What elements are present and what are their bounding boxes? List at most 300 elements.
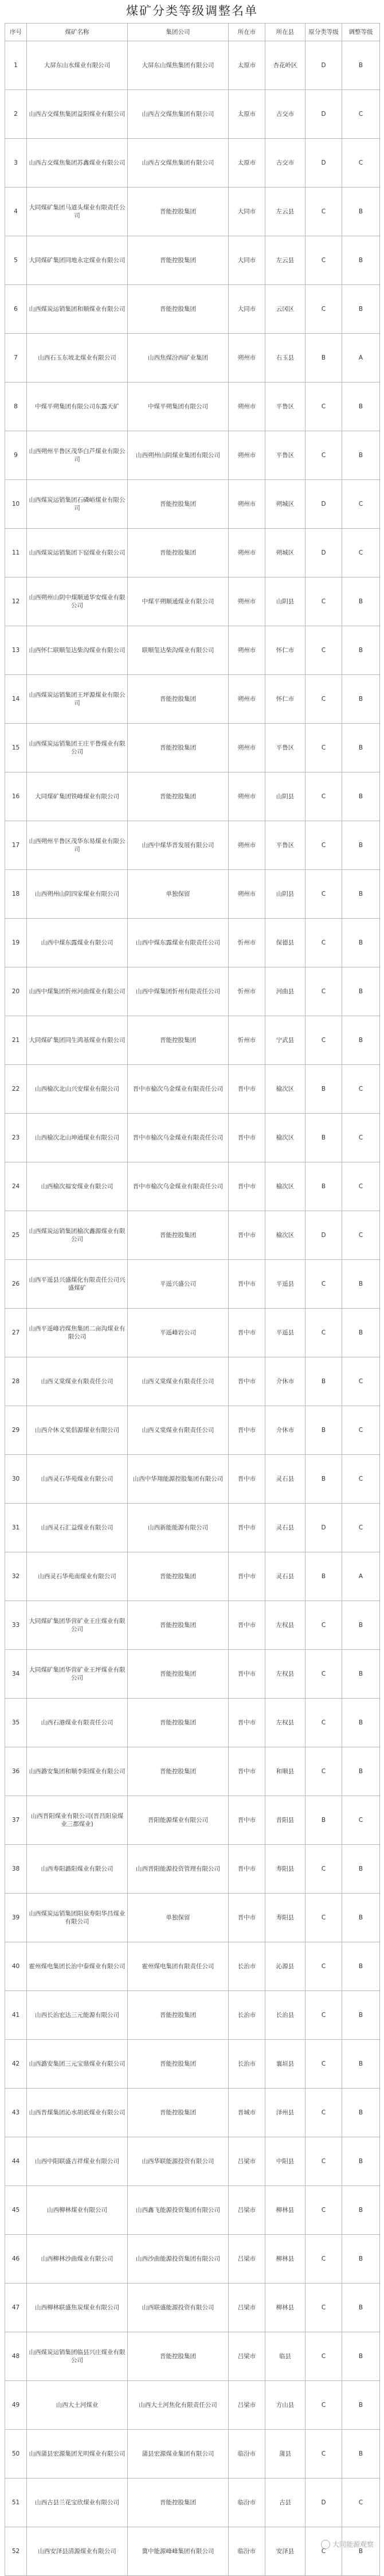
cell-mine-name: 山西长治宏达三元能源有限公司 — [27, 1991, 128, 2040]
cell-no: 9 — [5, 431, 27, 480]
cell-orig-level: C — [305, 236, 342, 285]
cell-orig-level: C — [305, 2235, 342, 2284]
cell-mine-name: 中煤平朔集团有限公司东露天矿 — [27, 383, 128, 431]
cell-orig-level: B — [305, 1065, 342, 1114]
cell-city: 忻州市 — [229, 1016, 265, 1065]
cell-city: 朔州市 — [229, 870, 265, 919]
cell-mine-name: 山西灵石华苑南煤业有限公司 — [27, 1552, 128, 1601]
cell-no: 45 — [5, 2186, 27, 2235]
cell-orig-level: C — [305, 2527, 342, 2576]
cell-no: 7 — [5, 334, 27, 383]
cell-mine-name: 大屏东山水煤业有限公司 — [27, 41, 128, 90]
cell-no: 33 — [5, 1601, 27, 1650]
cell-mine-name: 山西朔州平鲁区茂华白芦煤业有限公司 — [27, 431, 128, 480]
cell-city: 长治市 — [229, 1942, 265, 1991]
cell-county: 榆次区 — [265, 1162, 305, 1211]
cell-county: 平遥县 — [265, 1309, 305, 1357]
table-row — [5, 334, 380, 383]
cell-orig-level: D — [305, 529, 342, 577]
cell-no: 1 — [5, 41, 27, 90]
cell-mine-name: 山西榆次北山坤通煤业有限公司 — [27, 1114, 128, 1162]
cell-group: 晋阳能源煤业有限公司 — [128, 1796, 229, 1845]
cell-adj-level: B — [342, 236, 380, 285]
col-header-county: 所在县 — [265, 24, 305, 41]
cell-county: 杏花岭区 — [265, 41, 305, 90]
cell-orig-level: C — [305, 577, 342, 626]
table-row — [5, 1991, 380, 2040]
cell-no: 37 — [5, 1796, 27, 1845]
cell-county: 河曲县 — [265, 967, 305, 1016]
table-row — [5, 41, 380, 90]
cell-group: 晋能控股集团 — [128, 480, 229, 529]
cell-orig-level: C — [305, 2186, 342, 2235]
table-row — [5, 1309, 380, 1357]
cell-city: 晋中市 — [229, 1552, 265, 1601]
cell-county: 平遥县 — [265, 1260, 305, 1309]
cell-adj-level: B — [342, 2137, 380, 2186]
cell-orig-level: C — [305, 675, 342, 724]
cell-no: 14 — [5, 675, 27, 724]
cell-county: 古交市 — [265, 90, 305, 139]
cell-orig-level: C — [305, 1650, 342, 1699]
cell-orig-level: C — [305, 2381, 342, 2430]
cell-adj-level: C — [342, 1455, 380, 1504]
cell-mine-name: 山西灵石华苑煤业有限公司 — [27, 1455, 128, 1504]
cell-adj-level: B — [342, 2381, 380, 2430]
cell-city: 晋城市 — [229, 2089, 265, 2137]
cell-mine-name: 大同煤矿集团华营矿业王坪煤业有限公司 — [27, 1650, 128, 1699]
cell-county: 平鲁区 — [265, 821, 305, 870]
cell-orig-level: C — [305, 2137, 342, 2186]
cell-adj-level: B — [342, 188, 380, 236]
table-row — [5, 1065, 380, 1114]
cell-mine-name: 山西古交煤焦集团苏鑫煤业有限公司 — [27, 139, 128, 188]
cell-mine-name: 山西中阳联盛吉祥煤业有限公司 — [27, 2137, 128, 2186]
cell-county: 临县 — [265, 2332, 305, 2381]
table-row — [5, 1650, 380, 1699]
cell-group: 晋能控股集团 — [128, 724, 229, 772]
cell-county: 山阴县 — [265, 577, 305, 626]
table-row — [5, 626, 380, 675]
cell-orig-level: C — [305, 2332, 342, 2381]
cell-no: 21 — [5, 1016, 27, 1065]
cell-orig-level: B — [305, 1357, 342, 1406]
table-row — [5, 1601, 380, 1650]
cell-group: 蒲县宏源煤业集团有限公司 — [128, 2430, 229, 2479]
cell-city: 临汾市 — [229, 2479, 265, 2527]
table-row — [5, 2430, 380, 2479]
cell-mine-name: 大同煤矿集团铁峰煤业有限公司 — [27, 772, 128, 821]
table-row — [5, 236, 380, 285]
table-row — [5, 1114, 380, 1162]
cell-mine-name: 山西灵石汇益煤业有限公司 — [27, 1504, 128, 1552]
cell-no: 47 — [5, 2284, 27, 2332]
cell-no: 39 — [5, 1894, 27, 1942]
cell-no: 4 — [5, 188, 27, 236]
cell-adj-level: B — [342, 285, 380, 334]
watermark-text: 大同能源观察 — [332, 2540, 374, 2548]
cell-orig-level: D — [305, 1211, 342, 1260]
cell-county: 山阴县 — [265, 772, 305, 821]
cell-no: 25 — [5, 1211, 27, 1260]
cell-mine-name: 霍州煤电集团长治中泰煤业有限公司 — [27, 1942, 128, 1991]
cell-orig-level: C — [305, 2284, 342, 2332]
cell-group: 山西义棠煤业有限责任公司 — [128, 1357, 229, 1406]
cell-city: 朔州市 — [229, 626, 265, 675]
cell-city: 晋中市 — [229, 1796, 265, 1845]
cell-county: 左权县 — [265, 1650, 305, 1699]
cell-no: 36 — [5, 1747, 27, 1796]
cell-adj-level: C — [342, 1406, 380, 1455]
table-row — [5, 675, 380, 724]
cell-no: 40 — [5, 1942, 27, 1991]
cell-no: 42 — [5, 2040, 27, 2089]
cell-adj-level: C — [342, 529, 380, 577]
cell-adj-level: C — [342, 2479, 380, 2527]
cell-orig-level: D — [305, 480, 342, 529]
table-row — [5, 1162, 380, 1211]
cell-county: 柳林县 — [265, 2235, 305, 2284]
cell-orig-level: C — [305, 2430, 342, 2479]
cell-adj-level: B — [342, 1991, 380, 2040]
cell-adj-level: B — [342, 1894, 380, 1942]
cell-mine-name: 大同煤矿集团华营矿业王庄煤业有限公司 — [27, 1601, 128, 1650]
cell-city: 朔州市 — [229, 431, 265, 480]
cell-city: 吕梁市 — [229, 2284, 265, 2332]
cell-no: 5 — [5, 236, 27, 285]
cell-group: 山西联盛能源投资有限公司 — [128, 2284, 229, 2332]
cell-orig-level: C — [305, 870, 342, 919]
cell-orig-level: B — [305, 1406, 342, 1455]
cell-city: 朔州市 — [229, 334, 265, 383]
cell-orig-level: C — [305, 2089, 342, 2137]
cell-adj-level: C — [342, 90, 380, 139]
cell-no: 30 — [5, 1455, 27, 1504]
cell-adj-level: C — [342, 480, 380, 529]
cell-city: 朔州市 — [229, 772, 265, 821]
cell-mine-name: 山西朔州平鲁区茂华东易煤业有限公司 — [27, 821, 128, 870]
cell-county: 长治县 — [265, 1991, 305, 2040]
cell-mine-name: 山西煤炭运销集团榆次鑫源煤业有限公司 — [27, 1211, 128, 1260]
cell-group: 山西晋阳能源投资管理有限公司 — [128, 1845, 229, 1894]
table-row — [5, 2284, 380, 2332]
cell-adj-level: B — [342, 772, 380, 821]
cell-group: 中煤平朔顺通煤业有限公司 — [128, 577, 229, 626]
cell-city: 朔州市 — [229, 529, 265, 577]
cell-group: 晋能控股集团 — [128, 1552, 229, 1601]
cell-orig-level: C — [305, 919, 342, 967]
cell-mine-name: 山西蒲县宏源集团光明煤业有限公司 — [27, 2430, 128, 2479]
cell-adj-level: B — [342, 1747, 380, 1796]
cell-city: 临汾市 — [229, 2527, 265, 2576]
cell-no: 44 — [5, 2137, 27, 2186]
table-row — [5, 2186, 380, 2235]
cell-adj-level: B — [342, 2332, 380, 2381]
cell-mine-name: 山西晋阳煤业有限公司(晋昌阳泉煤业三都煤业) — [27, 1796, 128, 1845]
cell-no: 8 — [5, 383, 27, 431]
cell-group: 晋能控股集团 — [128, 1016, 229, 1065]
cell-orig-level: B — [305, 1552, 342, 1601]
cell-no: 46 — [5, 2235, 27, 2284]
cell-county: 古县 — [265, 2479, 305, 2527]
table-row — [5, 1211, 380, 1260]
cell-county: 榆次区 — [265, 1211, 305, 1260]
cell-group: 晋能控股集团 — [128, 1991, 229, 2040]
cell-county: 和顺县 — [265, 1747, 305, 1796]
cell-group: 山西中煤东露煤业有限责任公司 — [128, 919, 229, 967]
cell-city: 晋中市 — [229, 1845, 265, 1894]
cell-mine-name: 山西潞安集团三元宝鼎煤业有限公司 — [27, 2040, 128, 2089]
cell-mine-name: 山西寿阳潞阳煤业有限公司 — [27, 1845, 128, 1894]
cell-no: 2 — [5, 90, 27, 139]
cell-mine-name: 山西煤炭运销集团和顺煤业有限公司 — [27, 285, 128, 334]
cell-no: 48 — [5, 2332, 27, 2381]
col-header-group: 集团公司 — [128, 24, 229, 41]
cell-adj-level: B — [342, 870, 380, 919]
cell-orig-level: C — [305, 1845, 342, 1894]
cell-group: 山西古交煤焦集团有限公司 — [128, 90, 229, 139]
cell-county: 柳林县 — [265, 2186, 305, 2235]
table-row — [5, 90, 380, 139]
cell-orig-level: C — [305, 431, 342, 480]
cell-orig-level: C — [305, 1747, 342, 1796]
cell-adj-level: B — [342, 41, 380, 90]
cell-no: 12 — [5, 577, 27, 626]
table-row — [5, 1357, 380, 1406]
cell-orig-level: C — [305, 383, 342, 431]
cell-mine-name: 山西榆次北山兴安煤业有限公司 — [27, 1065, 128, 1114]
cell-group: 山西古交煤焦集团有限公司 — [128, 139, 229, 188]
table-row — [5, 1455, 380, 1504]
cell-group: 晋能控股集团 — [128, 2479, 229, 2527]
table-row — [5, 821, 380, 870]
table-row — [5, 188, 380, 236]
cell-county: 平鲁区 — [265, 724, 305, 772]
cell-county: 方山县 — [265, 2381, 305, 2430]
cell-group: 晋能控股集团 — [128, 1601, 229, 1650]
table-row — [5, 1845, 380, 1894]
cell-no: 34 — [5, 1650, 27, 1699]
cell-group: 平遥峰岩公司 — [128, 1309, 229, 1357]
cell-adj-level: B — [342, 1650, 380, 1699]
cell-mine-name: 山西朔州山阴四家煤业有限公司 — [27, 870, 128, 919]
cell-county: 山阴县 — [265, 870, 305, 919]
cell-no: 17 — [5, 821, 27, 870]
cell-group: 晋能控股集团 — [128, 1211, 229, 1260]
cell-orig-level: C — [305, 967, 342, 1016]
cell-city: 晋中市 — [229, 1114, 265, 1162]
cell-adj-level: B — [342, 431, 380, 480]
table-row — [5, 2381, 380, 2430]
cell-county: 云冈区 — [265, 285, 305, 334]
cell-city: 忻州市 — [229, 919, 265, 967]
cell-city: 朔州市 — [229, 577, 265, 626]
cell-city: 晋中市 — [229, 1699, 265, 1747]
cell-county: 左云县 — [265, 236, 305, 285]
cell-mine-name: 山西煤炭运销集团临县兴庄煤业有限公司 — [27, 2332, 128, 2381]
cell-no: 15 — [5, 724, 27, 772]
cell-mine-name: 山西石玉东坡北煤业有限公司 — [27, 334, 128, 383]
cell-city: 晋中市 — [229, 1260, 265, 1309]
cell-group: 山西沙曲能源投资集团有限公司 — [128, 2235, 229, 2284]
cell-no: 31 — [5, 1504, 27, 1552]
table-row — [5, 285, 380, 334]
cell-county: 古交市 — [265, 139, 305, 188]
table-row — [5, 577, 380, 626]
cell-city: 朔州市 — [229, 675, 265, 724]
wechat-logo-icon — [321, 2540, 330, 2549]
cell-mine-name: 山西柳林沙曲煤业有限公司 — [27, 2235, 128, 2284]
cell-mine-name: 山西煤炭运销集团阳泉寿阳华昌煤业有限公司 — [27, 1894, 128, 1942]
cell-city: 大同市 — [229, 188, 265, 236]
table-row — [5, 919, 380, 967]
cell-adj-level: C — [342, 1211, 380, 1260]
cell-group: 平遥兴盛公司 — [128, 1260, 229, 1309]
cell-mine-name: 山西古县兰花宝欣煤业有限公司 — [27, 2479, 128, 2527]
cell-no: 13 — [5, 626, 27, 675]
cell-county: 安泽县 — [265, 2527, 305, 2576]
cell-county: 灵石县 — [265, 1504, 305, 1552]
cell-adj-level: C — [342, 1357, 380, 1406]
cell-city: 吕梁市 — [229, 2235, 265, 2284]
cell-city: 忻州市 — [229, 967, 265, 1016]
cell-city: 太原市 — [229, 90, 265, 139]
cell-county: 平鲁区 — [265, 431, 305, 480]
cell-group: 冀中能源峰峰集团有限公司 — [128, 2527, 229, 2576]
col-header-adj-level: 调整等级 — [342, 24, 380, 41]
cell-county: 蒲县 — [265, 2430, 305, 2479]
cell-county: 昔阳县 — [265, 1796, 305, 1845]
cell-adj-level: A — [342, 1552, 380, 1601]
cell-group: 晋能控股集团 — [128, 529, 229, 577]
cell-orig-level: C — [305, 724, 342, 772]
table-row — [5, 1016, 380, 1065]
cell-adj-level: B — [342, 577, 380, 626]
cell-adj-level: B — [342, 383, 380, 431]
cell-county: 沁源县 — [265, 1942, 305, 1991]
cell-county: 平鲁区 — [265, 383, 305, 431]
cell-mine-name: 山西石港煤业有限责任公司 — [27, 1699, 128, 1747]
table-row — [5, 1504, 380, 1552]
table-row — [5, 2137, 380, 2186]
cell-adj-level: B — [342, 1309, 380, 1357]
cell-no: 50 — [5, 2430, 27, 2479]
col-header-city: 所在市 — [229, 24, 265, 41]
table-row — [5, 2040, 380, 2089]
cell-no: 43 — [5, 2089, 27, 2137]
cell-no: 23 — [5, 1114, 27, 1162]
cell-county: 中阳县 — [265, 2137, 305, 2186]
cell-city: 长治市 — [229, 1991, 265, 2040]
table-row — [5, 967, 380, 1016]
cell-orig-level: D — [305, 1504, 342, 1552]
cell-group: 山西中煤华晋发展有限公司 — [128, 821, 229, 870]
table-row — [5, 2527, 380, 2576]
cell-mine-name: 山西古交煤焦集团益阳煤业有限公司 — [27, 90, 128, 139]
cell-mine-name: 山西煤炭运销集团王庄平鲁煤业有限公司 — [27, 724, 128, 772]
cell-orig-level: C — [305, 1991, 342, 2040]
cell-county: 灵石县 — [265, 1552, 305, 1601]
cell-orig-level: B — [305, 1796, 342, 1845]
cell-group: 晋能控股集团 — [128, 188, 229, 236]
cell-county: 襄垣县 — [265, 2040, 305, 2089]
cell-orig-level: D — [305, 90, 342, 139]
cell-no: 29 — [5, 1406, 27, 1455]
cell-orig-level: C — [305, 285, 342, 334]
cell-city: 朔州市 — [229, 724, 265, 772]
table-row — [5, 772, 380, 821]
cell-mine-name: 山西潞安集团和顺李阳煤业有限公司 — [27, 1747, 128, 1796]
cell-group: 晋能控股集团 — [128, 772, 229, 821]
cell-city: 晋中市 — [229, 1894, 265, 1942]
cell-mine-name: 山西朔州山阴中煤顺通华安煤业有限公司 — [27, 577, 128, 626]
cell-group: 晋能控股集团 — [128, 1650, 229, 1699]
cell-city: 晋中市 — [229, 1747, 265, 1796]
cell-adj-level: B — [342, 2186, 380, 2235]
table-row — [5, 870, 380, 919]
cell-adj-level: B — [342, 1601, 380, 1650]
cell-city: 太原市 — [229, 41, 265, 90]
cell-orig-level: C — [305, 626, 342, 675]
cell-group: 山西中华翔能源控股集团有限公司 — [128, 1455, 229, 1504]
col-header-name: 煤矿名称 — [27, 24, 128, 41]
cell-adj-level: C — [342, 1504, 380, 1552]
cell-adj-level: B — [342, 821, 380, 870]
cell-mine-name: 山西煤炭运销集团下窑煤业有限公司 — [27, 529, 128, 577]
cell-city: 吕梁市 — [229, 2186, 265, 2235]
cell-group: 晋能控股集团 — [128, 1747, 229, 1796]
cell-mine-name: 山西晋煤集团沁水胡底煤业有限公司 — [27, 2089, 128, 2137]
col-header-orig-level: 原分类等级 — [305, 24, 342, 41]
cell-no: 11 — [5, 529, 27, 577]
cell-group: 晋能控股集团 — [128, 2332, 229, 2381]
cell-mine-name: 山西中煤集团忻州河曲煤业有限公司 — [27, 967, 128, 1016]
cell-adj-level: C — [342, 1162, 380, 1211]
cell-orig-level: C — [305, 188, 342, 236]
cell-county: 柳林县 — [265, 2284, 305, 2332]
cell-no: 18 — [5, 870, 27, 919]
cell-group: 晋能控股集团 — [128, 236, 229, 285]
cell-no: 22 — [5, 1065, 27, 1114]
cell-mine-name: 山西中煤东露煤业有限公司 — [27, 919, 128, 967]
cell-city: 太原市 — [229, 139, 265, 188]
cell-no: 49 — [5, 2381, 27, 2430]
cell-orig-level: C — [305, 1699, 342, 1747]
cell-adj-level: B — [342, 724, 380, 772]
cell-city: 吕梁市 — [229, 2137, 265, 2186]
cell-city: 晋中市 — [229, 1309, 265, 1357]
cell-county: 寿阳县 — [265, 1894, 305, 1942]
cell-no: 20 — [5, 967, 27, 1016]
cell-no: 19 — [5, 919, 27, 967]
cell-city: 吕梁市 — [229, 2381, 265, 2430]
cell-county: 左云县 — [265, 188, 305, 236]
cell-county: 宁武县 — [265, 1016, 305, 1065]
cell-adj-level: B — [342, 1699, 380, 1747]
cell-orig-level: C — [305, 2040, 342, 2089]
cell-adj-level: C — [342, 1065, 380, 1114]
cell-mine-name: 山西平遥县兴盛煤化有限责任公司兴盛煤矿 — [27, 1260, 128, 1309]
cell-group: 中煤平朔集团有限公司 — [128, 383, 229, 431]
cell-orig-level: C — [305, 821, 342, 870]
table-row — [5, 1699, 380, 1747]
table-row — [5, 1747, 380, 1796]
table-row — [5, 1894, 380, 1942]
cell-city: 长治市 — [229, 2040, 265, 2089]
table-row — [5, 2235, 380, 2284]
cell-no: 35 — [5, 1699, 27, 1747]
cell-group: 山西大土河焦化有限责任公司 — [128, 2381, 229, 2430]
